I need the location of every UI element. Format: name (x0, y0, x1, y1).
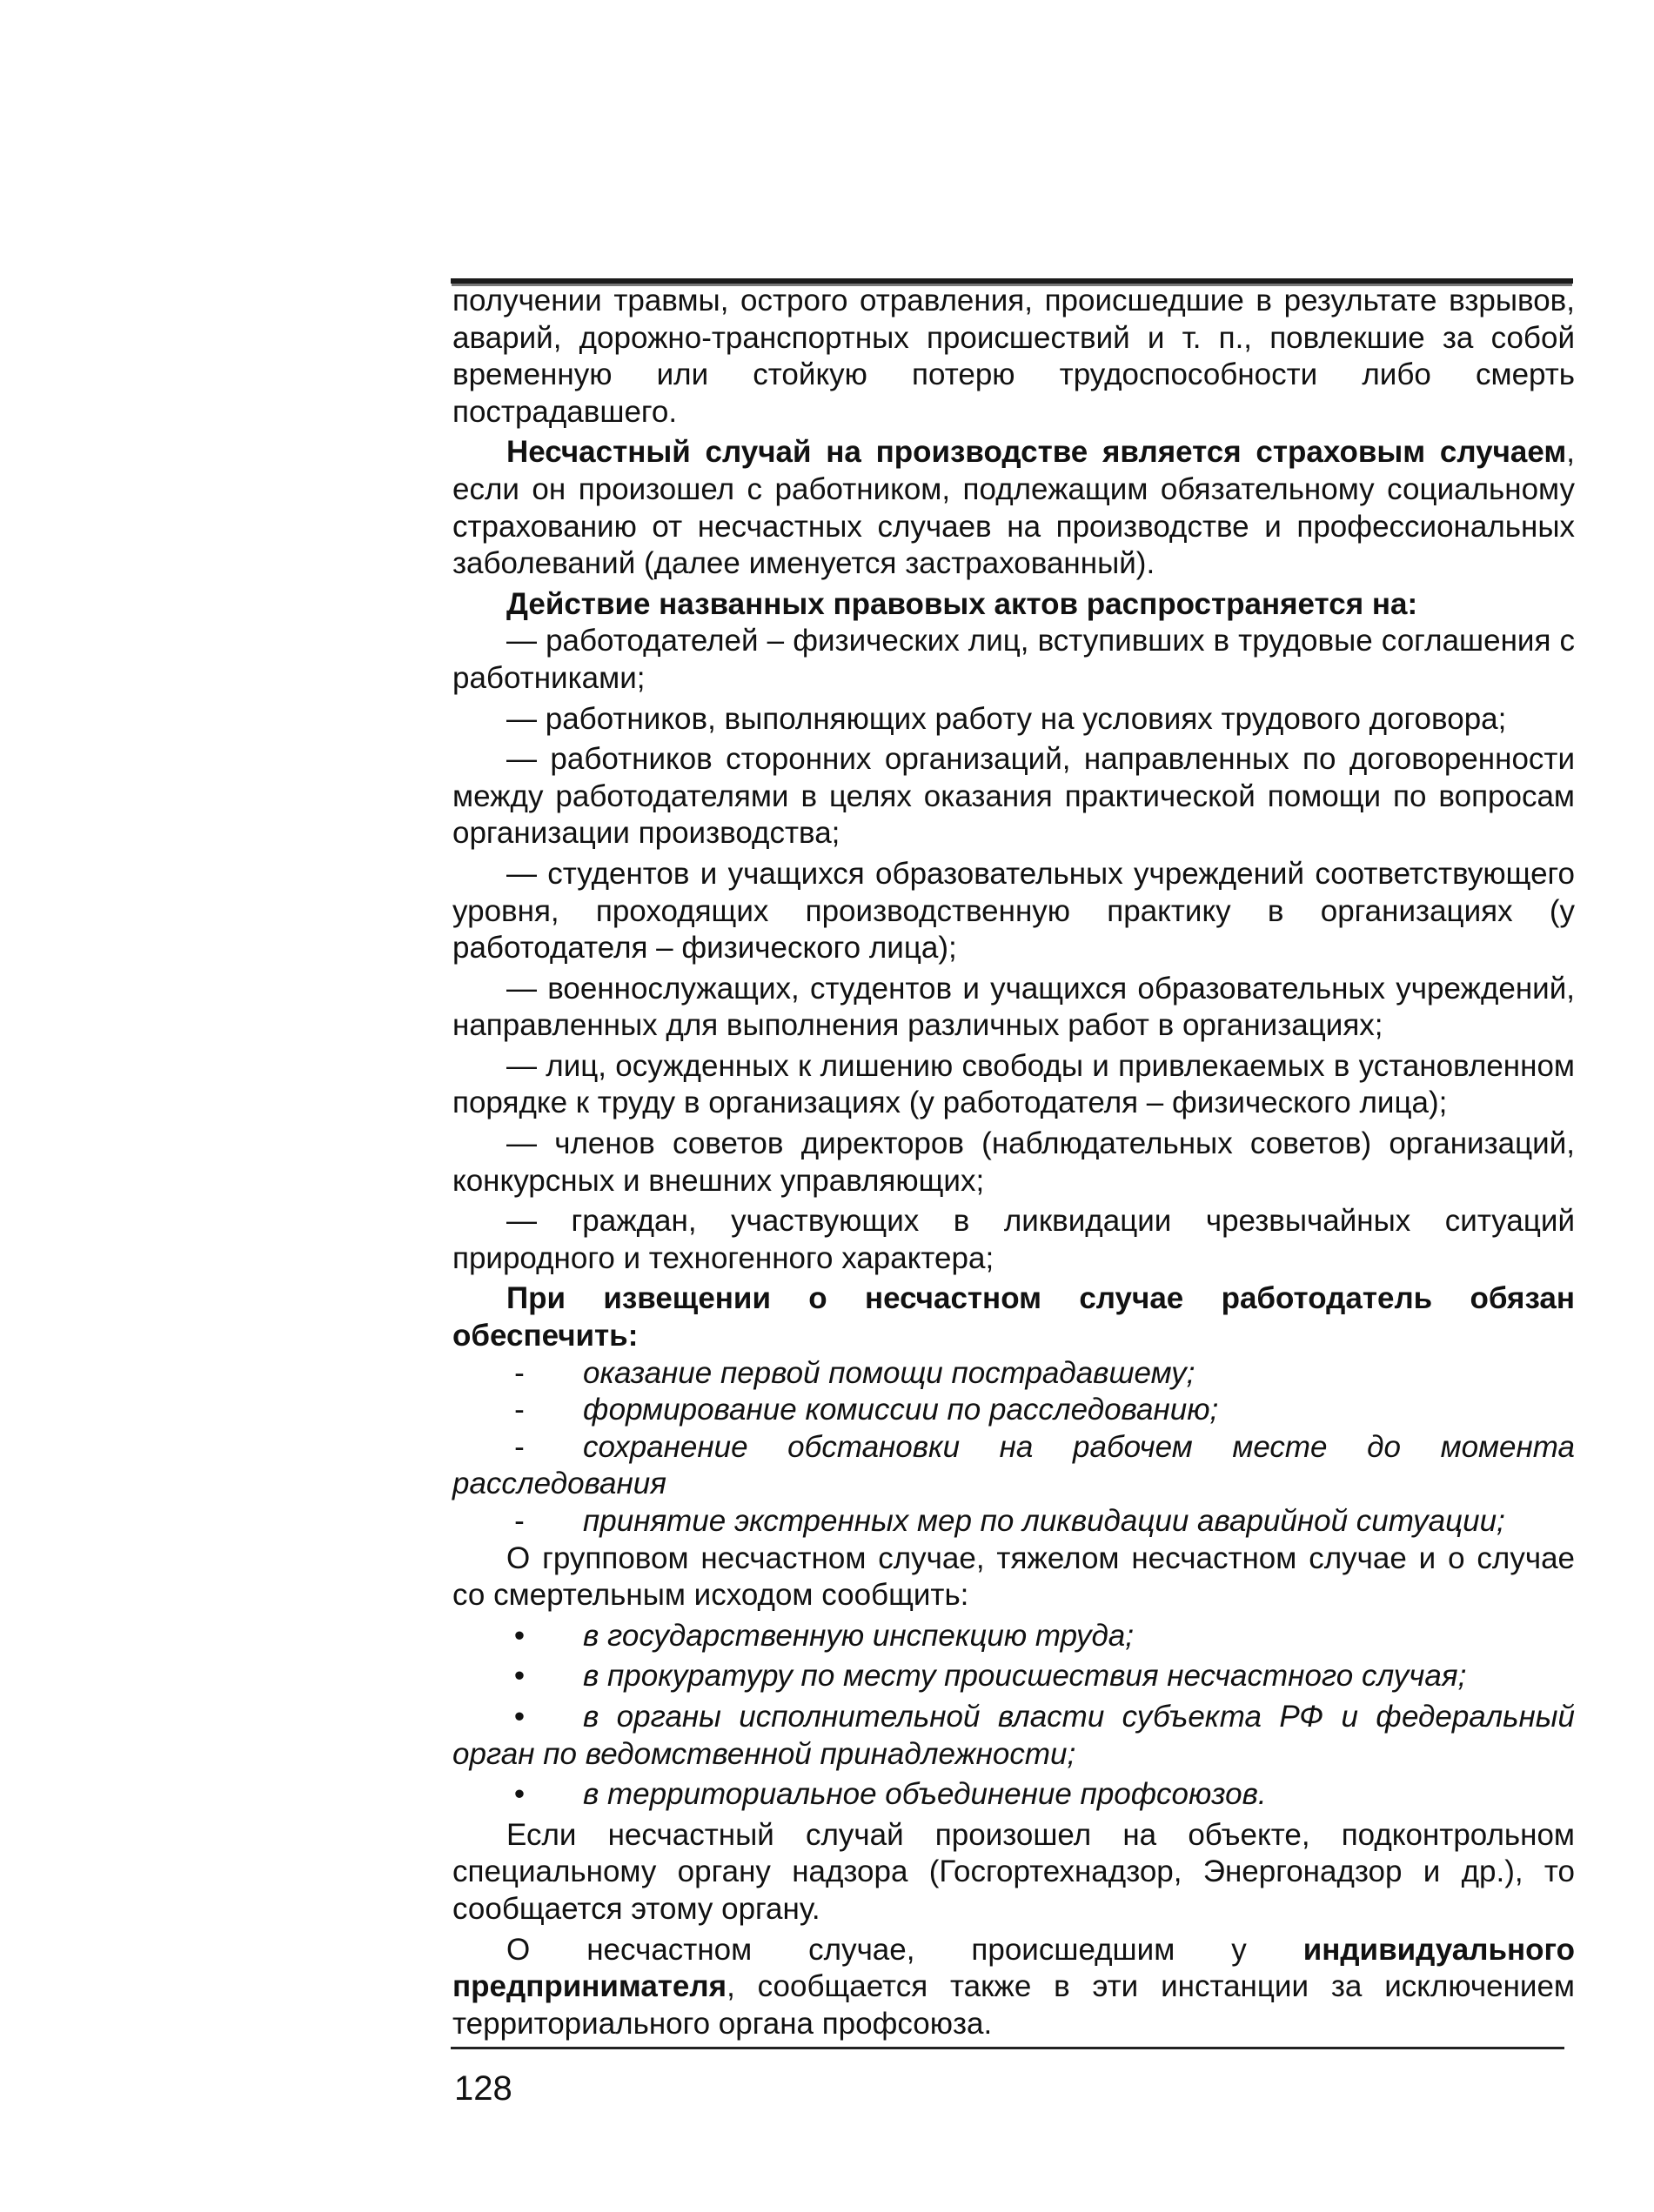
duty-item: - сохранение обстановки на рабочем месте до момента расследования (452, 1429, 1575, 1501)
bullet-icon: • (513, 1777, 526, 1812)
paragraph-continuation: получении травмы, острого отравления, происшедшие в результате взрывов, аварий, дорожно-транспортных происшествий и т. п., повлекшие за собой временную или стойкую потерю трудоспособности либо смерть пострадавшего. (452, 284, 1575, 429)
dash-marker: - (514, 1393, 525, 1427)
duty-item: - оказание первой помощи пострадавшему; (452, 1355, 1575, 1393)
scope-item: — граждан, участвующих в ликвидации чрезвычайных ситуаций природного и техногенного характера; (452, 1204, 1575, 1275)
page-number: 128 (454, 2069, 512, 2108)
scope-item: — лиц, осужденных к лишению свободы и привлекаемых в установленном порядке к труду в организациях (у работодателя – физического лица); (452, 1048, 1575, 1120)
term-entrepreneur: индивидуального предпринимателя (452, 1932, 1575, 2004)
dash-marker: - (514, 1504, 525, 1538)
bullet-icon: • (513, 1659, 526, 1694)
notify-item: • в органы исполнительной власти субъекта РФ и федеральный орган по ведомственной принадлежности; (452, 1699, 1575, 1771)
notify-item: • в прокуратуру по месту происшествия несчастного случая; (452, 1658, 1575, 1695)
bullet-icon: • (513, 1699, 526, 1734)
notify-item: • в государственную инспекцию труда; (452, 1618, 1575, 1655)
employer-duties-heading: При извещении о несчастном случае работодатель обязан обеспечить: (452, 1281, 1575, 1353)
paragraph-supervision-body: Если несчастный случай произошел на объекте, подконтрольном специальному органу надзора (Госгортехнадзор, Энергонадзор и др.), то сообщается этому органу. (452, 1817, 1575, 1926)
scope-item: — работодателей – физических лиц, вступивших в трудовые соглашения с работниками; (452, 624, 1575, 695)
scope-heading: Действие названных правовых актов распространяется на: (506, 586, 1418, 621)
page-body (452, 283, 1575, 2042)
dash-marker: - (514, 1429, 525, 1464)
paragraph-group-accident: О групповом несчастном случае, тяжелом несчастном случае и о случае со смертельным исходом сообщить: (452, 1540, 1575, 1613)
scope-item: — работников, выполняющих работу на условиях трудового договора; (506, 701, 1507, 736)
notify-item: • в территориальное объединение профсоюзов. (452, 1776, 1575, 1814)
dash-marker: - (514, 1355, 525, 1390)
bottom-rule (451, 2047, 1564, 2049)
paragraph-entrepreneur: О несчастном случае, происшедшим у индивидуального предпринимателя, сообщается также в эти инстанции за исключением территориального органа профсоюза. (452, 1932, 1575, 2041)
scope-item: — военнослужащих, студентов и учащихся образовательных учреждений, направленных для выполнения различных работ в организациях; (452, 971, 1575, 1043)
scope-item: — членов советов директоров (наблюдательных советов) организаций, конкурсных и внешних управляющих; (452, 1126, 1575, 1198)
duty-item: - формирование комиссии по расследованию; (452, 1392, 1575, 1429)
scope-item: — работников сторонних организаций, направленных по договоренности между работодателями в целях оказания практической помощи по вопросам организации производства; (452, 742, 1575, 851)
bullet-icon: • (513, 1618, 526, 1653)
paragraph-insured-event: Несчастный случай на производстве является страховым случаем, если он произошел с работником, подлежащим обязательному социальному страхованию от несчастных случаев на производстве и профессиональных заболеваний (далее именуется застрахованный). (452, 435, 1575, 581)
term-insured-event: Несчастный случай на производстве является страховым случаем (506, 435, 1567, 470)
scope-item: — студентов и учащихся образовательных учреждений соответствующего уровня, проходящих производственную практику в организациях (у работодателя – физического лица); (452, 856, 1575, 966)
duty-item: - принятие экстренных мер по ликвидации аварийной ситуации; (452, 1503, 1575, 1540)
